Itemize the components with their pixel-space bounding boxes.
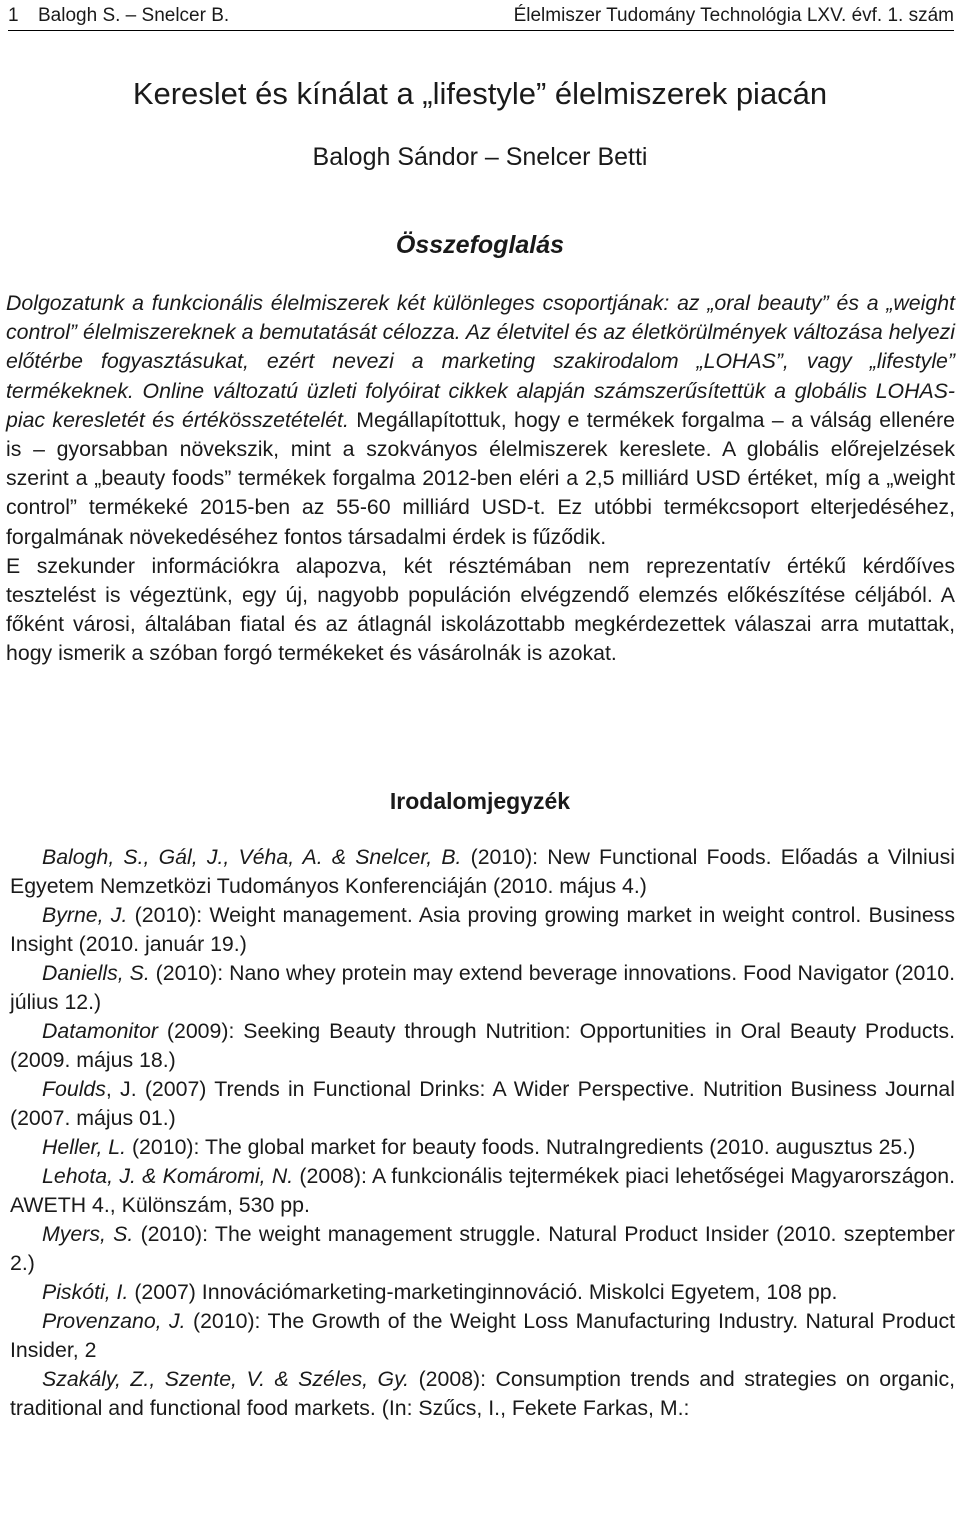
- reference-text: (2010): Weight management. Asia proving growing market in weight control. Business Insight (2010. január 19.): [10, 903, 955, 956]
- reference-author: Balogh, S., Gál, J., Véha, A. & Snelcer, B.: [42, 845, 462, 869]
- reference-list: [10, 843, 955, 1423]
- abstract-paragraph-2: E szekunder információkra alapozva, két résztémában nem reprezentatív értékű kérdőíves tesztelést is végeztünk, egy új, nagyobb populáción elvégzendő elemzés előkészítése céljából. A főként városi, általában fiatal és az átlagnál iskolázottabb megkérdezettek válaszai arra mutattak, hogy ismerik a szóban forgó termékeket és vásárolnák is azokat.: [6, 553, 955, 666]
- references-heading: Irodalomjegyzék: [389, 788, 571, 814]
- abstract-text: Megállapítottuk, hogy e termékek forgalma – a válság ellenére is – gyorsabban növekszik, mint a szokványos élelmiszerek kereslete. A globális előrejelzések szerint a „beauty foods” termékek forgalma 2012-ben eléri a 2,5 milliárd USD értéket, míg a „weight control” termékeké 2015-ben az 55-60 milliárd USD-t. Ez utóbbi termékcsoport elterjedéséhez, forgalmának növekedéséhez fontos társadalmi érdek is fűződik.: [6, 407, 956, 549]
- reference-author: Provenzano, J.: [42, 1309, 186, 1333]
- abstract-body: [6, 289, 955, 669]
- reference-author: Heller, L.: [42, 1135, 127, 1159]
- running-header: [8, 2, 954, 31]
- reference-author: Daniells, S.: [42, 961, 150, 985]
- reference-author: Lehota, J. & Komáromi, N.: [42, 1164, 294, 1188]
- reference-author: Myers, S.: [42, 1222, 134, 1246]
- reference-text: (2010): Nano whey protein may extend beverage innovations. Food Navigator (2010. július 12.): [10, 961, 955, 1014]
- header-authors: Balogh S. – Snelcer B.: [38, 5, 230, 26]
- reference-item: [10, 843, 955, 901]
- page-number: 1: [8, 5, 19, 26]
- reference-item: [10, 1278, 955, 1307]
- abstract-heading: Összefoglalás: [395, 231, 565, 259]
- abstract-italic-text: Dolgozatunk a funkcionális élelmiszerek két különleges csoportjának: az „oral beauty” és a „weight control” élelmiszereknek a bemutatását célozza. Az életvitel és az életkörülmények változása helyezi előtérbe fogyasztásukat, ezért nevezi a marketing szakirodalom „LOHAS”, vagy „lifestyle” termékeknek. Online változatú üzleti folyóirat cikkek alapján számszerűsítettük a globális LOHAS-piac keresletét és értékösszetételét.: [6, 291, 955, 432]
- reference-item: [10, 1365, 955, 1423]
- journal-citation: Élelmiszer Tudomány Technológia LXV. évf. 1. szám: [513, 5, 954, 26]
- reference-item: [10, 1220, 955, 1278]
- reference-item: [10, 1307, 955, 1365]
- reference-text: (2008): A funkcionális tejtermékek piaci lehetőségei Magyarországon. AWETH 4., Különszám, 530 pp.: [10, 1164, 955, 1217]
- reference-item: [10, 1162, 955, 1220]
- reference-text: (2010): New Functional Foods. Előadás a Vilniusi Egyetem Nemzetközi Tudományos Konferenciáján (2010. május 4.): [10, 845, 955, 898]
- reference-item: [10, 1017, 955, 1075]
- reference-item: [10, 901, 955, 959]
- reference-text: (2010): The global market for beauty foods. NutraIngredients (2010. augusztus 25.): [126, 1135, 916, 1159]
- reference-author: Szakály, Z., Szente, V. & Széles, Gy.: [42, 1367, 410, 1391]
- reference-text: (2010): The weight management struggle. Natural Product Insider (2010. szeptember 2.): [10, 1222, 956, 1275]
- reference-item: [10, 959, 955, 1017]
- reference-author: Foulds: [42, 1077, 106, 1101]
- abstract-paragraph: [6, 289, 955, 552]
- reference-text: (2009): Seeking Beauty through Nutrition: Opportunities in Oral Beauty Products. (2009. május 18.): [10, 1019, 955, 1072]
- reference-item: [10, 1133, 955, 1162]
- article-authors: Balogh Sándor – Snelcer Betti: [312, 143, 648, 171]
- article-title: Kereslet és kínálat a „lifestyle” élelmiszerek piacán: [132, 76, 828, 111]
- reference-text: (2007) Innovációmarketing-marketinginnováció. Miskolci Egyetem, 108 pp.: [128, 1280, 838, 1304]
- reference-text: (2010): The Growth of the Weight Loss Manufacturing Industry. Natural Product Insider, 2: [10, 1309, 956, 1362]
- reference-text: (2008): Consumption trends and strategies on organic, traditional and functional food markets. (In: Szűcs, I., Fekete Farkas, M.:: [10, 1367, 956, 1420]
- reference-author: Datamonitor: [42, 1019, 158, 1043]
- reference-author: Byrne, J.: [42, 903, 128, 927]
- reference-text: , J. (2007) Trends in Functional Drinks: A Wider Perspective. Nutrition Business Journal (2007. május 01.): [10, 1077, 955, 1130]
- reference-item: [10, 1075, 955, 1133]
- reference-author: Piskóti, I.: [42, 1280, 129, 1304]
